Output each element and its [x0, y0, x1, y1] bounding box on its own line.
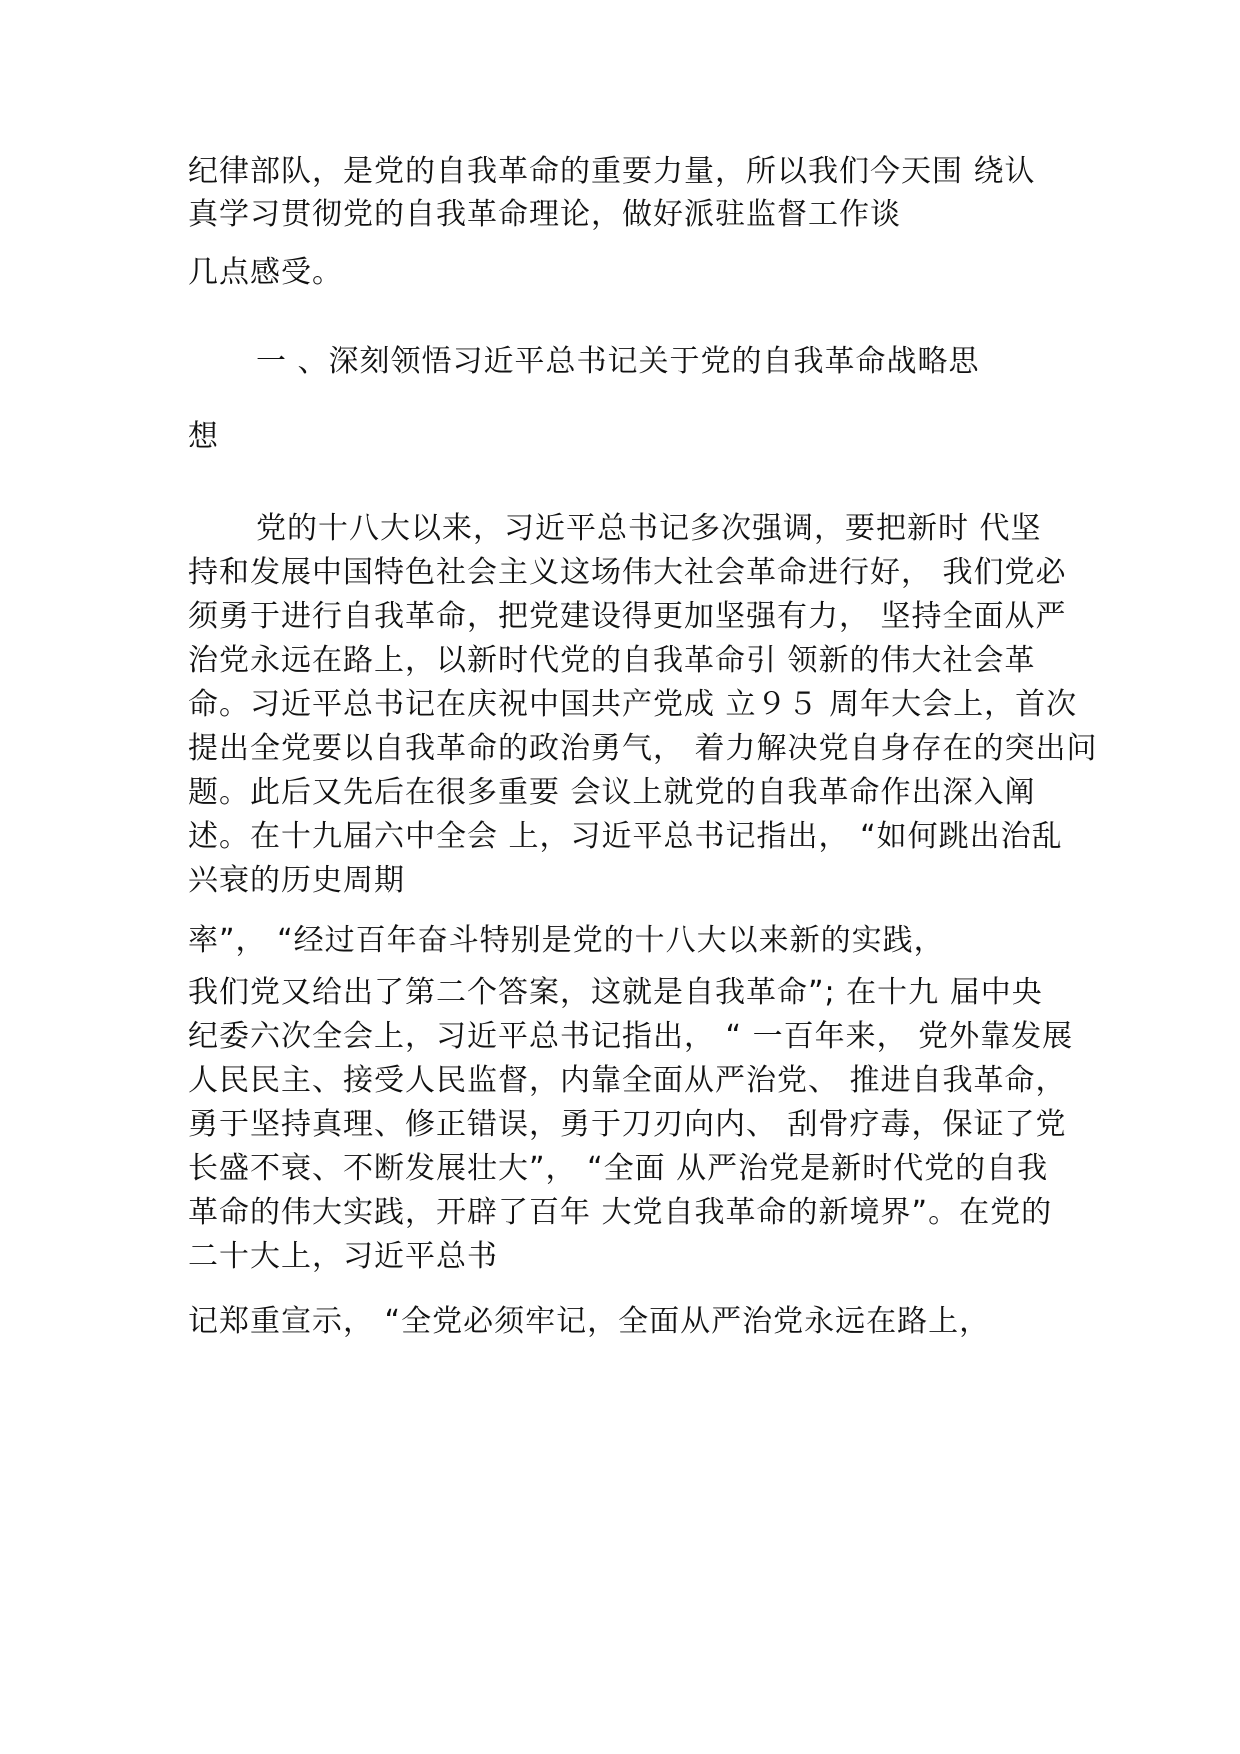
- body-text-line: 纪委六次全会上，习近平总书记指出， “ 一百年来， 党外靠发展: [188, 1019, 1074, 1054]
- body-text-line: 命。习近平总书记在庆祝中国共产党成 立９５ 周年大会上，首次: [188, 687, 1078, 722]
- body-text-line: 纪律部队，是党的自我革命的重要力量，所以我们今天围 绕认: [188, 154, 1036, 189]
- body-text-line: 题。此后又先后在很多重要 会议上就党的自我革命作出深入阐: [188, 775, 1036, 810]
- body-text-line: 兴衰的历史周期: [188, 863, 405, 898]
- body-text-line: 几点感受。: [188, 255, 343, 290]
- body-text-line: 真学习贯彻党的自我革命理论，做好派驻监督工作谈: [188, 197, 901, 232]
- body-text-line: 持和发展中国特色社会主义这场伟大社会革命进行好， 我们党必: [188, 555, 1067, 590]
- body-text-line: 须勇于进行自我革命，把党建设得更加坚强有力， 坚持全面从严: [188, 599, 1067, 634]
- body-text-line: 革命的伟大实践，开辟了百年 大党自我革命的新境界”。在党的: [188, 1195, 1053, 1230]
- body-text-line: 我们党又给出了第二个答案，这就是自我革命”; 在十九 届中央: [188, 975, 1043, 1010]
- body-text-line: 党的十八大以来，习近平总书记多次强调，要把新时 代坚: [256, 511, 1042, 546]
- body-text-line: 率”， “经过百年奋斗特别是党的十八大以来新的实践，: [188, 923, 945, 958]
- body-text-line: 勇于坚持真理、修正错误，勇于刀刃向内、 刮骨疗毒，保证了党: [188, 1107, 1067, 1142]
- body-text-line: 记郑重宣示， “全党必须牢记，全面从严治党永远在路上，: [188, 1304, 991, 1339]
- section-heading-continuation: 想: [188, 419, 219, 454]
- body-text-line: 二十大上，习近平总书: [188, 1239, 498, 1274]
- body-text-line: 述。在十九届六中全会 上，习近平总书记指出， “如何跳出治乱: [188, 819, 1063, 854]
- body-text-line: 人民民主、接受人民监督，内靠全面从严治党、 推进自我革命，: [188, 1063, 1067, 1098]
- body-text-line: 提出全党要以自我革命的政治勇气， 着力解决党自身存在的突出问: [188, 731, 1098, 766]
- section-heading: 一 、深刻领悟习近平总书记关于党的自我革命战略思: [256, 344, 980, 379]
- body-text-line: 治党永远在路上，以新时代党的自我革命引 领新的伟大社会革: [188, 643, 1036, 678]
- body-text-line: 长盛不衰、不断发展壮大”， “全面 从严治党是新时代党的自我: [188, 1151, 1049, 1186]
